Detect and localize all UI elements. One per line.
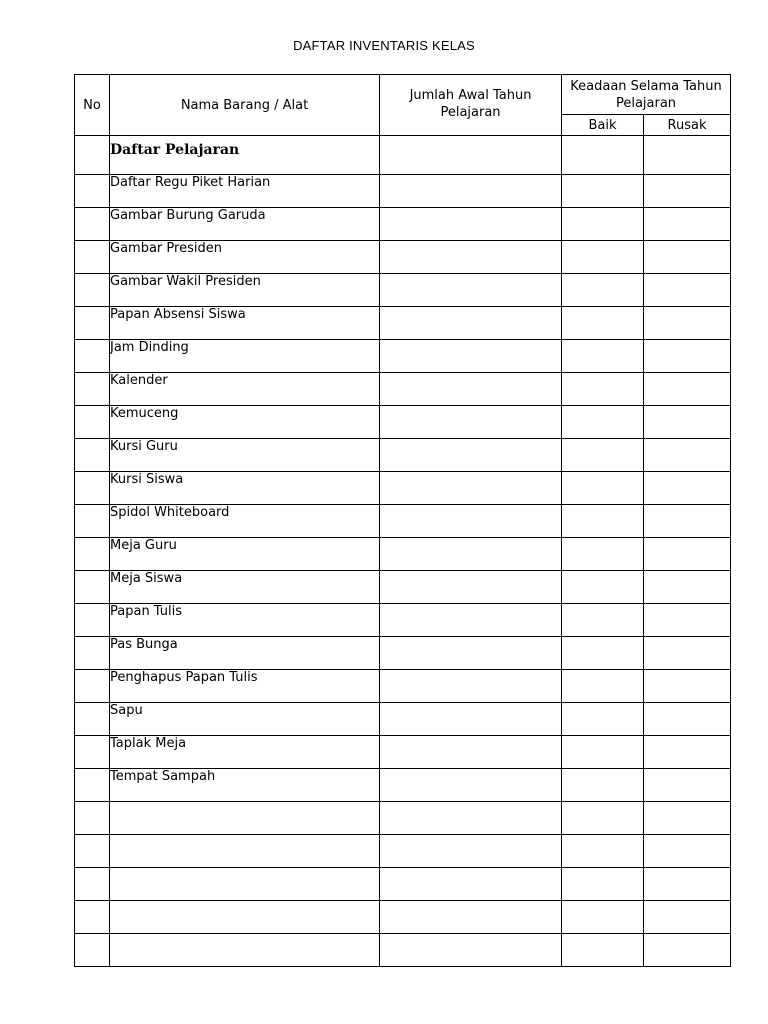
damaged-cell	[644, 373, 731, 406]
initial-quantity-cell	[380, 604, 562, 637]
good-cell	[562, 571, 644, 604]
item-name-cell	[110, 802, 380, 835]
damaged-cell	[644, 406, 731, 439]
damaged-cell	[644, 505, 731, 538]
initial-quantity-cell	[380, 340, 562, 373]
item-name-cell: Gambar Burung Garuda	[110, 208, 380, 241]
no-cell	[75, 175, 110, 208]
no-cell	[75, 571, 110, 604]
no-cell	[75, 637, 110, 670]
table-row	[75, 670, 731, 703]
table-row	[75, 637, 731, 670]
initial-quantity-cell	[380, 802, 562, 835]
initial-quantity-cell	[380, 406, 562, 439]
table-row	[75, 340, 731, 373]
damaged-cell	[644, 868, 731, 901]
damaged-cell	[644, 802, 731, 835]
header-item-name: Nama Barang / Alat	[110, 75, 380, 136]
initial-quantity-cell	[380, 472, 562, 505]
damaged-cell	[644, 472, 731, 505]
damaged-cell	[644, 307, 731, 340]
no-cell	[75, 373, 110, 406]
good-cell	[562, 136, 644, 175]
good-cell	[562, 241, 644, 274]
item-name-cell: Kemuceng	[110, 406, 380, 439]
header-no: No	[75, 75, 110, 136]
item-name-cell: Gambar Wakil Presiden	[110, 274, 380, 307]
item-name-cell	[110, 835, 380, 868]
good-cell	[562, 340, 644, 373]
table-row	[75, 868, 731, 901]
header-initial-quantity: Jumlah Awal Tahun Pelajaran	[380, 75, 562, 136]
page-title: DAFTAR INVENTARIS KELAS	[293, 38, 475, 53]
no-cell	[75, 868, 110, 901]
no-cell	[75, 406, 110, 439]
no-cell	[75, 505, 110, 538]
initial-quantity-cell	[380, 175, 562, 208]
item-name-cell: Taplak Meja	[110, 736, 380, 769]
damaged-cell	[644, 736, 731, 769]
item-name-cell: Daftar Pelajaran	[110, 136, 380, 175]
no-cell	[75, 472, 110, 505]
table-row	[75, 901, 731, 934]
table-row	[75, 406, 731, 439]
item-name-cell: Kursi Guru	[110, 439, 380, 472]
good-cell	[562, 505, 644, 538]
item-name-cell: Kursi Siswa	[110, 472, 380, 505]
table-row	[75, 439, 731, 472]
good-cell	[562, 307, 644, 340]
table-row	[75, 175, 731, 208]
table-row	[75, 703, 731, 736]
table-row	[75, 208, 731, 241]
no-cell	[75, 670, 110, 703]
good-cell	[562, 274, 644, 307]
table-row	[75, 604, 731, 637]
good-cell	[562, 472, 644, 505]
inventory-table	[74, 74, 731, 967]
no-cell	[75, 340, 110, 373]
header-condition: Keadaan Selama Tahun Pelajaran	[562, 75, 731, 115]
item-name-cell: Penghapus Papan Tulis	[110, 670, 380, 703]
initial-quantity-cell	[380, 241, 562, 274]
no-cell	[75, 703, 110, 736]
initial-quantity-cell	[380, 505, 562, 538]
initial-quantity-cell	[380, 439, 562, 472]
damaged-cell	[644, 769, 731, 802]
good-cell	[562, 604, 644, 637]
no-cell	[75, 439, 110, 472]
damaged-cell	[644, 208, 731, 241]
item-name-cell: Gambar Presiden	[110, 241, 380, 274]
damaged-cell	[644, 934, 731, 967]
item-name-cell: Jam Dinding	[110, 340, 380, 373]
initial-quantity-cell	[380, 703, 562, 736]
table-row	[75, 835, 731, 868]
item-name-cell: Papan Absensi Siswa	[110, 307, 380, 340]
table-row	[75, 373, 731, 406]
no-cell	[75, 307, 110, 340]
no-cell	[75, 901, 110, 934]
no-cell	[75, 241, 110, 274]
damaged-cell	[644, 637, 731, 670]
damaged-cell	[644, 901, 731, 934]
table-row	[75, 934, 731, 967]
good-cell	[562, 373, 644, 406]
initial-quantity-cell	[380, 769, 562, 802]
no-cell	[75, 934, 110, 967]
table-row	[75, 571, 731, 604]
item-name-cell: Daftar Regu Piket Harian	[110, 175, 380, 208]
table-row	[75, 241, 731, 274]
good-cell	[562, 175, 644, 208]
no-cell	[75, 736, 110, 769]
damaged-cell	[644, 538, 731, 571]
damaged-cell	[644, 439, 731, 472]
damaged-cell	[644, 175, 731, 208]
table-row	[75, 274, 731, 307]
initial-quantity-cell	[380, 373, 562, 406]
good-cell	[562, 703, 644, 736]
table-row	[75, 472, 731, 505]
damaged-cell	[644, 835, 731, 868]
item-name-cell	[110, 934, 380, 967]
table-row	[75, 307, 731, 340]
item-name-cell: Spidol Whiteboard	[110, 505, 380, 538]
damaged-cell	[644, 241, 731, 274]
damaged-cell	[644, 340, 731, 373]
no-cell	[75, 802, 110, 835]
damaged-cell	[644, 571, 731, 604]
table-row	[75, 136, 731, 175]
good-cell	[562, 868, 644, 901]
item-name-cell: Tempat Sampah	[110, 769, 380, 802]
item-name-cell: Kalender	[110, 373, 380, 406]
table-row	[75, 736, 731, 769]
no-cell	[75, 538, 110, 571]
initial-quantity-cell	[380, 736, 562, 769]
item-name-cell	[110, 868, 380, 901]
no-cell	[75, 136, 110, 175]
table-row	[75, 769, 731, 802]
good-cell	[562, 736, 644, 769]
good-cell	[562, 835, 644, 868]
item-name-cell	[110, 901, 380, 934]
good-cell	[562, 934, 644, 967]
good-cell	[562, 802, 644, 835]
initial-quantity-cell	[380, 307, 562, 340]
good-cell	[562, 637, 644, 670]
good-cell	[562, 439, 644, 472]
initial-quantity-cell	[380, 637, 562, 670]
initial-quantity-cell	[380, 934, 562, 967]
table-row	[75, 538, 731, 571]
initial-quantity-cell	[380, 136, 562, 175]
item-name-cell: Sapu	[110, 703, 380, 736]
good-cell	[562, 670, 644, 703]
good-cell	[562, 769, 644, 802]
damaged-cell	[644, 604, 731, 637]
good-cell	[562, 406, 644, 439]
no-cell	[75, 274, 110, 307]
item-name-cell: Papan Tulis	[110, 604, 380, 637]
item-name-cell: Meja Siswa	[110, 571, 380, 604]
good-cell	[562, 208, 644, 241]
item-name-cell: Pas Bunga	[110, 637, 380, 670]
damaged-cell	[644, 136, 731, 175]
table-row	[75, 802, 731, 835]
no-cell	[75, 604, 110, 637]
initial-quantity-cell	[380, 208, 562, 241]
initial-quantity-cell	[380, 538, 562, 571]
header-damaged: Rusak	[644, 115, 731, 136]
initial-quantity-cell	[380, 670, 562, 703]
table-row	[75, 505, 731, 538]
damaged-cell	[644, 274, 731, 307]
initial-quantity-cell	[380, 835, 562, 868]
no-cell	[75, 208, 110, 241]
no-cell	[75, 769, 110, 802]
good-cell	[562, 901, 644, 934]
good-cell	[562, 538, 644, 571]
initial-quantity-cell	[380, 868, 562, 901]
initial-quantity-cell	[380, 901, 562, 934]
item-name-cell: Meja Guru	[110, 538, 380, 571]
damaged-cell	[644, 703, 731, 736]
initial-quantity-cell	[380, 274, 562, 307]
initial-quantity-cell	[380, 571, 562, 604]
damaged-cell	[644, 670, 731, 703]
header-good: Baik	[562, 115, 644, 136]
no-cell	[75, 835, 110, 868]
